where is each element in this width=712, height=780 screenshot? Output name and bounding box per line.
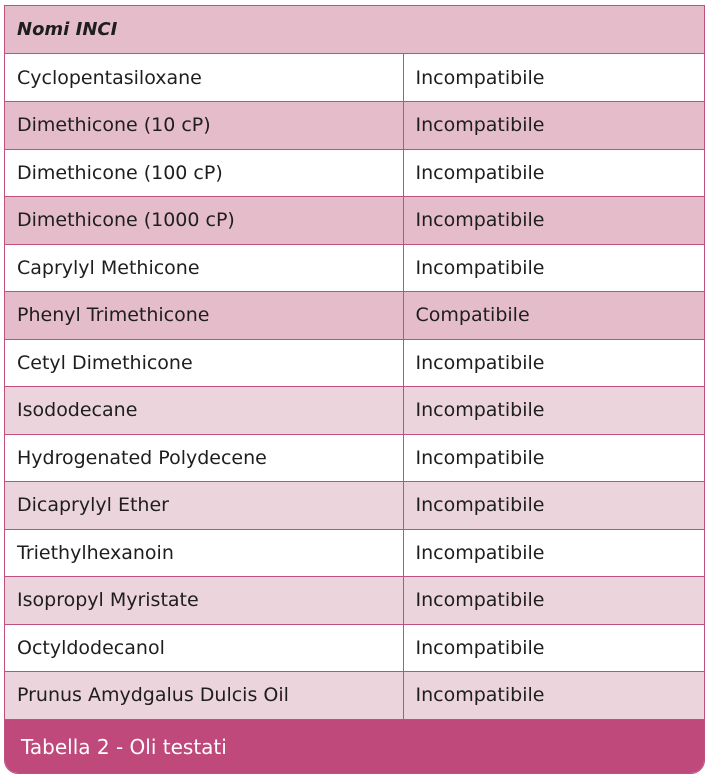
table-row: [5, 54, 704, 102]
table-row: [5, 244, 704, 292]
table-row: [5, 577, 704, 625]
table-caption: Tabella 2 - Oli testati: [5, 720, 704, 773]
inci-name-cell: Hydrogenated Polydecene: [5, 434, 403, 482]
oils-table: [5, 54, 704, 720]
compatibility-status-cell: Incompatibile: [403, 529, 704, 577]
inci-name-cell: Triethylhexanoin: [5, 529, 403, 577]
table-row: [5, 387, 704, 435]
compatibility-status-cell: Incompatibile: [403, 577, 704, 625]
compatibility-status-cell: Incompatibile: [403, 54, 704, 102]
compatibility-status-cell: Incompatibile: [403, 244, 704, 292]
table-row: [5, 339, 704, 387]
table-header: Nomi INCI: [5, 6, 704, 54]
compatibility-status-cell: Incompatibile: [403, 197, 704, 245]
table-row: [5, 434, 704, 482]
compatibility-status-cell: Incompatibile: [403, 434, 704, 482]
table-row: [5, 624, 704, 672]
compatibility-status-cell: Incompatibile: [403, 339, 704, 387]
inci-name-cell: Isododecane: [5, 387, 403, 435]
inci-name-cell: Octyldodecanol: [5, 624, 403, 672]
inci-name-cell: Dimethicone (1000 cP): [5, 197, 403, 245]
inci-name-cell: Cetyl Dimethicone: [5, 339, 403, 387]
compatibility-status-cell: Incompatibile: [403, 482, 704, 530]
compatibility-status-cell: Incompatibile: [403, 102, 704, 150]
inci-name-cell: Isopropyl Myristate: [5, 577, 403, 625]
inci-name-cell: Phenyl Trimethicone: [5, 292, 403, 340]
compatibility-status-cell: Incompatibile: [403, 672, 704, 720]
table-row: [5, 529, 704, 577]
table-row: [5, 482, 704, 530]
inci-name-cell: Cyclopentasiloxane: [5, 54, 403, 102]
oils-table-card: [4, 5, 705, 774]
inci-name-cell: Dimethicone (10 cP): [5, 102, 403, 150]
table-row: [5, 292, 704, 340]
compatibility-status-cell: Compatibile: [403, 292, 704, 340]
table-row: [5, 102, 704, 150]
inci-name-cell: Caprylyl Methicone: [5, 244, 403, 292]
compatibility-status-cell: Incompatibile: [403, 387, 704, 435]
table-row: [5, 149, 704, 197]
compatibility-status-cell: Incompatibile: [403, 149, 704, 197]
table-row: [5, 672, 704, 720]
compatibility-status-cell: Incompatibile: [403, 624, 704, 672]
inci-name-cell: Prunus Amydgalus Dulcis Oil: [5, 672, 403, 720]
inci-name-cell: Dimethicone (100 cP): [5, 149, 403, 197]
inci-name-cell: Dicaprylyl Ether: [5, 482, 403, 530]
table-row: [5, 197, 704, 245]
